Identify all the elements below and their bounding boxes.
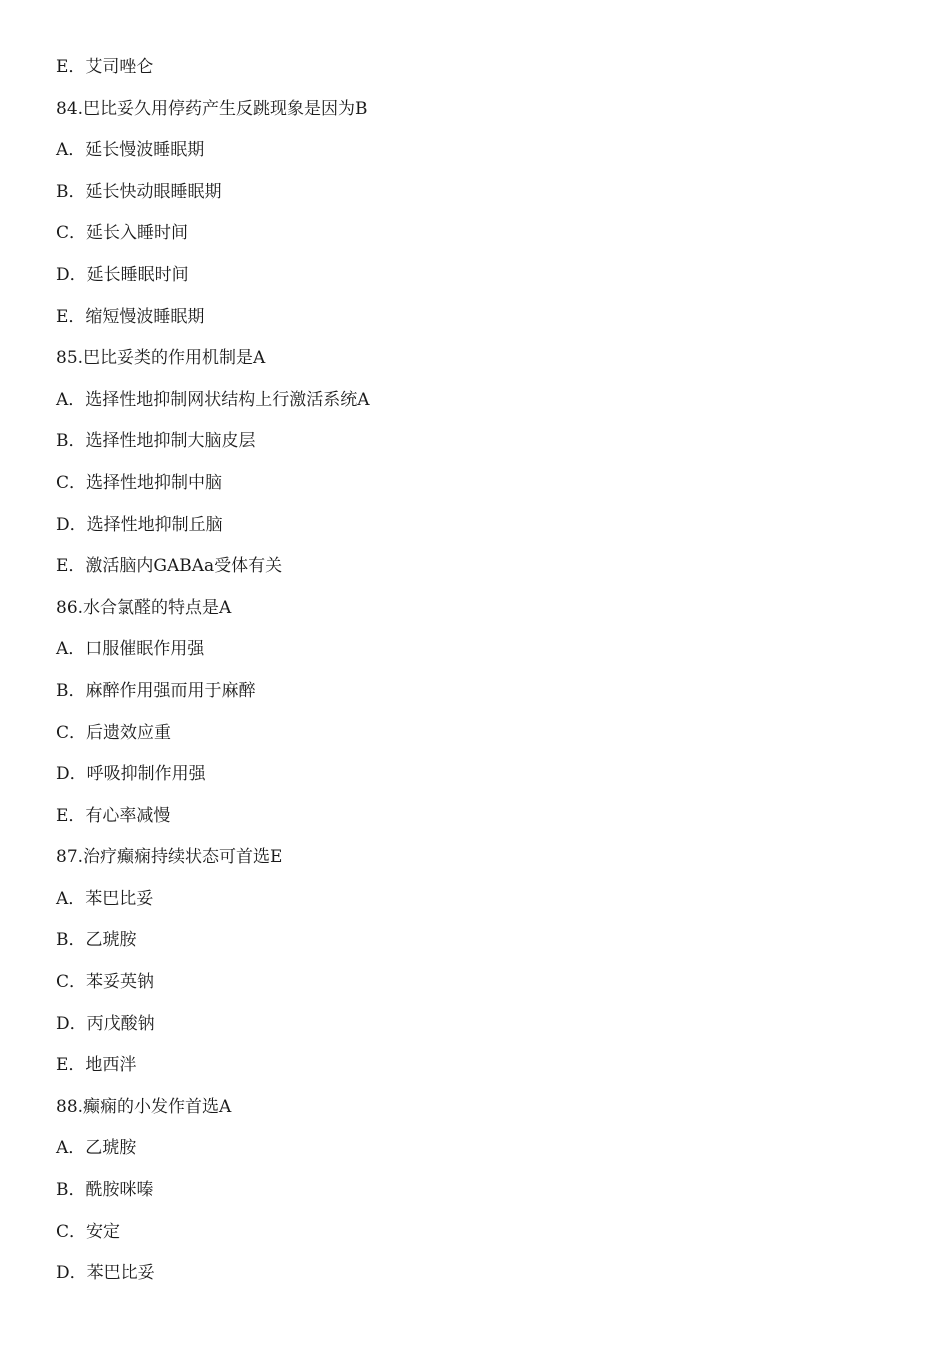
option-line: A．口服催眠作用强 xyxy=(56,639,205,660)
question-line: 88.癫痫的小发作首选A xyxy=(56,1096,232,1117)
option-line: B．酰胺咪嗪 xyxy=(56,1180,154,1201)
question-line: 87.治疗癫痫持续状态可首选E xyxy=(56,847,283,868)
option-line: D．延长睡眠时间 xyxy=(56,264,189,285)
option-line: C．延长入睡时间 xyxy=(56,223,189,244)
option-line: A．延长慢波睡眠期 xyxy=(56,140,205,161)
option-line: A．乙琥胺 xyxy=(56,1138,137,1159)
option-line: E．激活脑内GABAa受体有关 xyxy=(56,556,283,577)
option-line: A．苯巴比妥 xyxy=(56,888,154,909)
option-line: D．选择性地抑制丘脑 xyxy=(56,514,223,535)
option-line: E．地西泮 xyxy=(56,1055,137,1076)
option-line: D．丙戊酸钠 xyxy=(56,1013,155,1034)
option-line: B．选择性地抑制大脑皮层 xyxy=(56,431,256,452)
option-line: E．有心率减慢 xyxy=(56,805,171,826)
option-line: C．后遗效应重 xyxy=(56,722,172,743)
option-line: C．安定 xyxy=(56,1221,121,1242)
question-line: 85.巴比妥类的作用机制是A xyxy=(56,348,266,369)
option-line: D．呼吸抑制作用强 xyxy=(56,764,206,785)
option-line: B．延长快动眼睡眠期 xyxy=(56,181,222,202)
option-line: B．麻醉作用强而用于麻醉 xyxy=(56,680,256,701)
option-line: E．艾司唑仑 xyxy=(56,57,154,77)
option-line: C．苯妥英钠 xyxy=(56,972,155,993)
question-line: 84.巴比妥久用停药产生反跳现象是因为B xyxy=(56,98,368,119)
option-line: D．苯巴比妥 xyxy=(56,1263,155,1284)
option-line: A．选择性地抑制网状结构上行激活系统A xyxy=(56,389,370,410)
option-line: B．乙琥胺 xyxy=(56,930,137,951)
question-line: 86.水合氯醛的特点是A xyxy=(56,597,232,618)
option-line: C．选择性地抑制中脑 xyxy=(56,472,223,493)
option-line: E．缩短慢波睡眠期 xyxy=(56,306,205,327)
question-list xyxy=(56,54,916,1302)
